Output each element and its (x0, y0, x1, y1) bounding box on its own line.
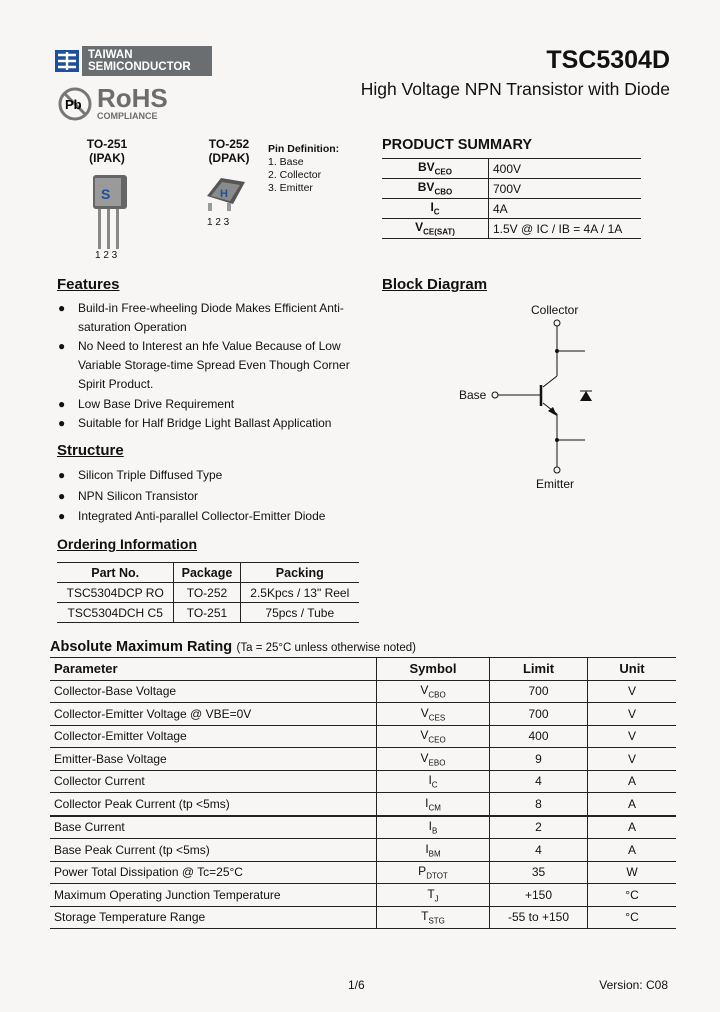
table-row: $V_{CE(SAT)}$ 1.5V @ IC / IB = 4A / 1A (382, 219, 641, 239)
ts-logo-icon (52, 46, 82, 76)
list-item: ● NPN Silicon Transistor (58, 489, 199, 503)
product-summary-table (382, 158, 641, 239)
no-lead-icon (57, 86, 93, 122)
page-number: 1/6 (348, 978, 365, 992)
package-to251-label: TO-251 (IPAK) (86, 137, 128, 165)
to251-package-image (90, 173, 130, 258)
page-title: TSC5304D (546, 46, 670, 74)
structure-heading: Structure (57, 442, 124, 459)
list-item: ● Low Base Drive Requirement (58, 397, 235, 411)
table-row: Storage Temperature Range $T_{STG}$ -55 to +150 °C (50, 906, 676, 929)
table-row: Power Total Dissipation @ Tc=25°C $P_{DTOT}$ 35 W (50, 861, 676, 884)
ordering-heading: Ordering Information (57, 536, 197, 552)
table-row: Collector Current $I_C$ 4 A (50, 770, 676, 793)
list-item: ● Silicon Triple Diffused Type (58, 468, 223, 482)
pin-definition: Pin Definition: 1. Base 2. Collector 3. Emitter (268, 143, 340, 194)
list-item: ● No Need to Interest an hfe Value Because of Low Variable Storage-time Spread Even Though Corner Spirit Product. (58, 339, 350, 391)
block-diagram-heading: Block Diagram (382, 276, 488, 293)
table-row: Emitter-Base Voltage $V_{EBO}$ 9 V (50, 748, 676, 771)
rohs-compliance: COMPLIANCE (97, 111, 158, 121)
emitter-label: Emitter (536, 477, 575, 491)
table-row: TSC5304DCH C5 TO-251 75pcs / Tube (57, 603, 359, 623)
collector-label: Collector (531, 303, 579, 317)
list-item: ● Integrated Anti-parallel Collector-Emitter Diode (58, 509, 326, 523)
table-row: $BV_{CEO}$ 400V (382, 159, 641, 179)
table-row: Collector-Emitter Voltage $V_{CEO}$ 400 V (50, 725, 676, 748)
table-row: Maximum Operating Junction Temperature $T_J$ +150 °C (50, 884, 676, 907)
package-to252-label: TO-252 (DPAK) (208, 137, 250, 165)
rohs-text: RoHS (97, 83, 168, 113)
rohs-badge (57, 83, 168, 127)
brand-line2: SEMICONDUCTOR (88, 61, 191, 73)
svg-text:S: S (101, 186, 111, 202)
table-row: $BV_{CBO}$ 700V (382, 179, 641, 199)
features-heading: Features (57, 276, 120, 293)
list-item: ● Suitable for Half Bridge Light Ballast Application (58, 416, 332, 430)
table-row: Collector Peak Current (tp <5ms) $I_{CM}$ 8 A (50, 793, 676, 816)
table-row: Collector-Base Voltage $V_{CBO}$ 700 V (50, 680, 676, 703)
svg-text:Pb: Pb (65, 97, 82, 112)
brand-line1: TAIWAN (88, 49, 133, 61)
table-row: Base Current $I_B$ 2 A (50, 816, 676, 839)
table-row: $I_C$ 4A (382, 199, 641, 219)
absolute-maximum-rating-table: Parameter Symbol Limit Unit Collector-Base Voltage $V_{CBO}$ 700 V Collector-Emitter Voltage @ VBE=0V $V_{CES}$ 700 V Collector-Emitter Voltage $V_{CEO}$ 400 V Emitter-Base Voltage $V_{EBO}$ 9 V Collector Current $I_C$ 4 A Collector Peak Current (tp <5ms) $I_{CM}$ 8 A Base Current $I_B$ 2 A Base Peak Current (tp <5ms) $I_{BM}$ 4 A Power Total Dissipation @ Tc=25°C $P_{DTOT}$ 35 W Maximum Operating Junction Temperature $T_J$ +150 °C Storage Temperature Range $T_{STG}$ -55 to +150 °C (50, 657, 676, 929)
table-row: Collector-Emitter Voltage @ VBE=0V $V_{CES}$ 700 V (50, 703, 676, 726)
block-diagram (440, 295, 620, 495)
to252-package-image (205, 176, 247, 221)
version: Version: C08 (599, 978, 668, 992)
page-subtitle: High Voltage NPN Transistor with Diode (360, 79, 670, 99)
amr-heading: Absolute Maximum Rating (Ta = 25°C unless otherwise noted) (50, 639, 416, 655)
product-summary-title: PRODUCT SUMMARY (382, 137, 533, 153)
svg-text:H: H (220, 188, 228, 200)
ordering-table: Part No. Package Packing TSC5304DCP RO TO-252 2.5Kpcs / 13" Reel TSC5304DCH C5 TO-251 75pcs / Tube (57, 562, 359, 623)
taiwan-semiconductor-logo (52, 46, 212, 76)
to252-pins: 1 2 3 (207, 217, 230, 228)
table-row: Base Peak Current (tp <5ms) $I_{BM}$ 4 A (50, 839, 676, 862)
base-label: Base (459, 388, 487, 402)
to251-pins: 1 2 3 (95, 250, 118, 261)
list-item: ● Build-in Free-wheeling Diode Makes Efficient Anti-saturation Operation (58, 301, 344, 334)
table-row: TSC5304DCP RO TO-252 2.5Kpcs / 13" Reel (57, 583, 359, 603)
